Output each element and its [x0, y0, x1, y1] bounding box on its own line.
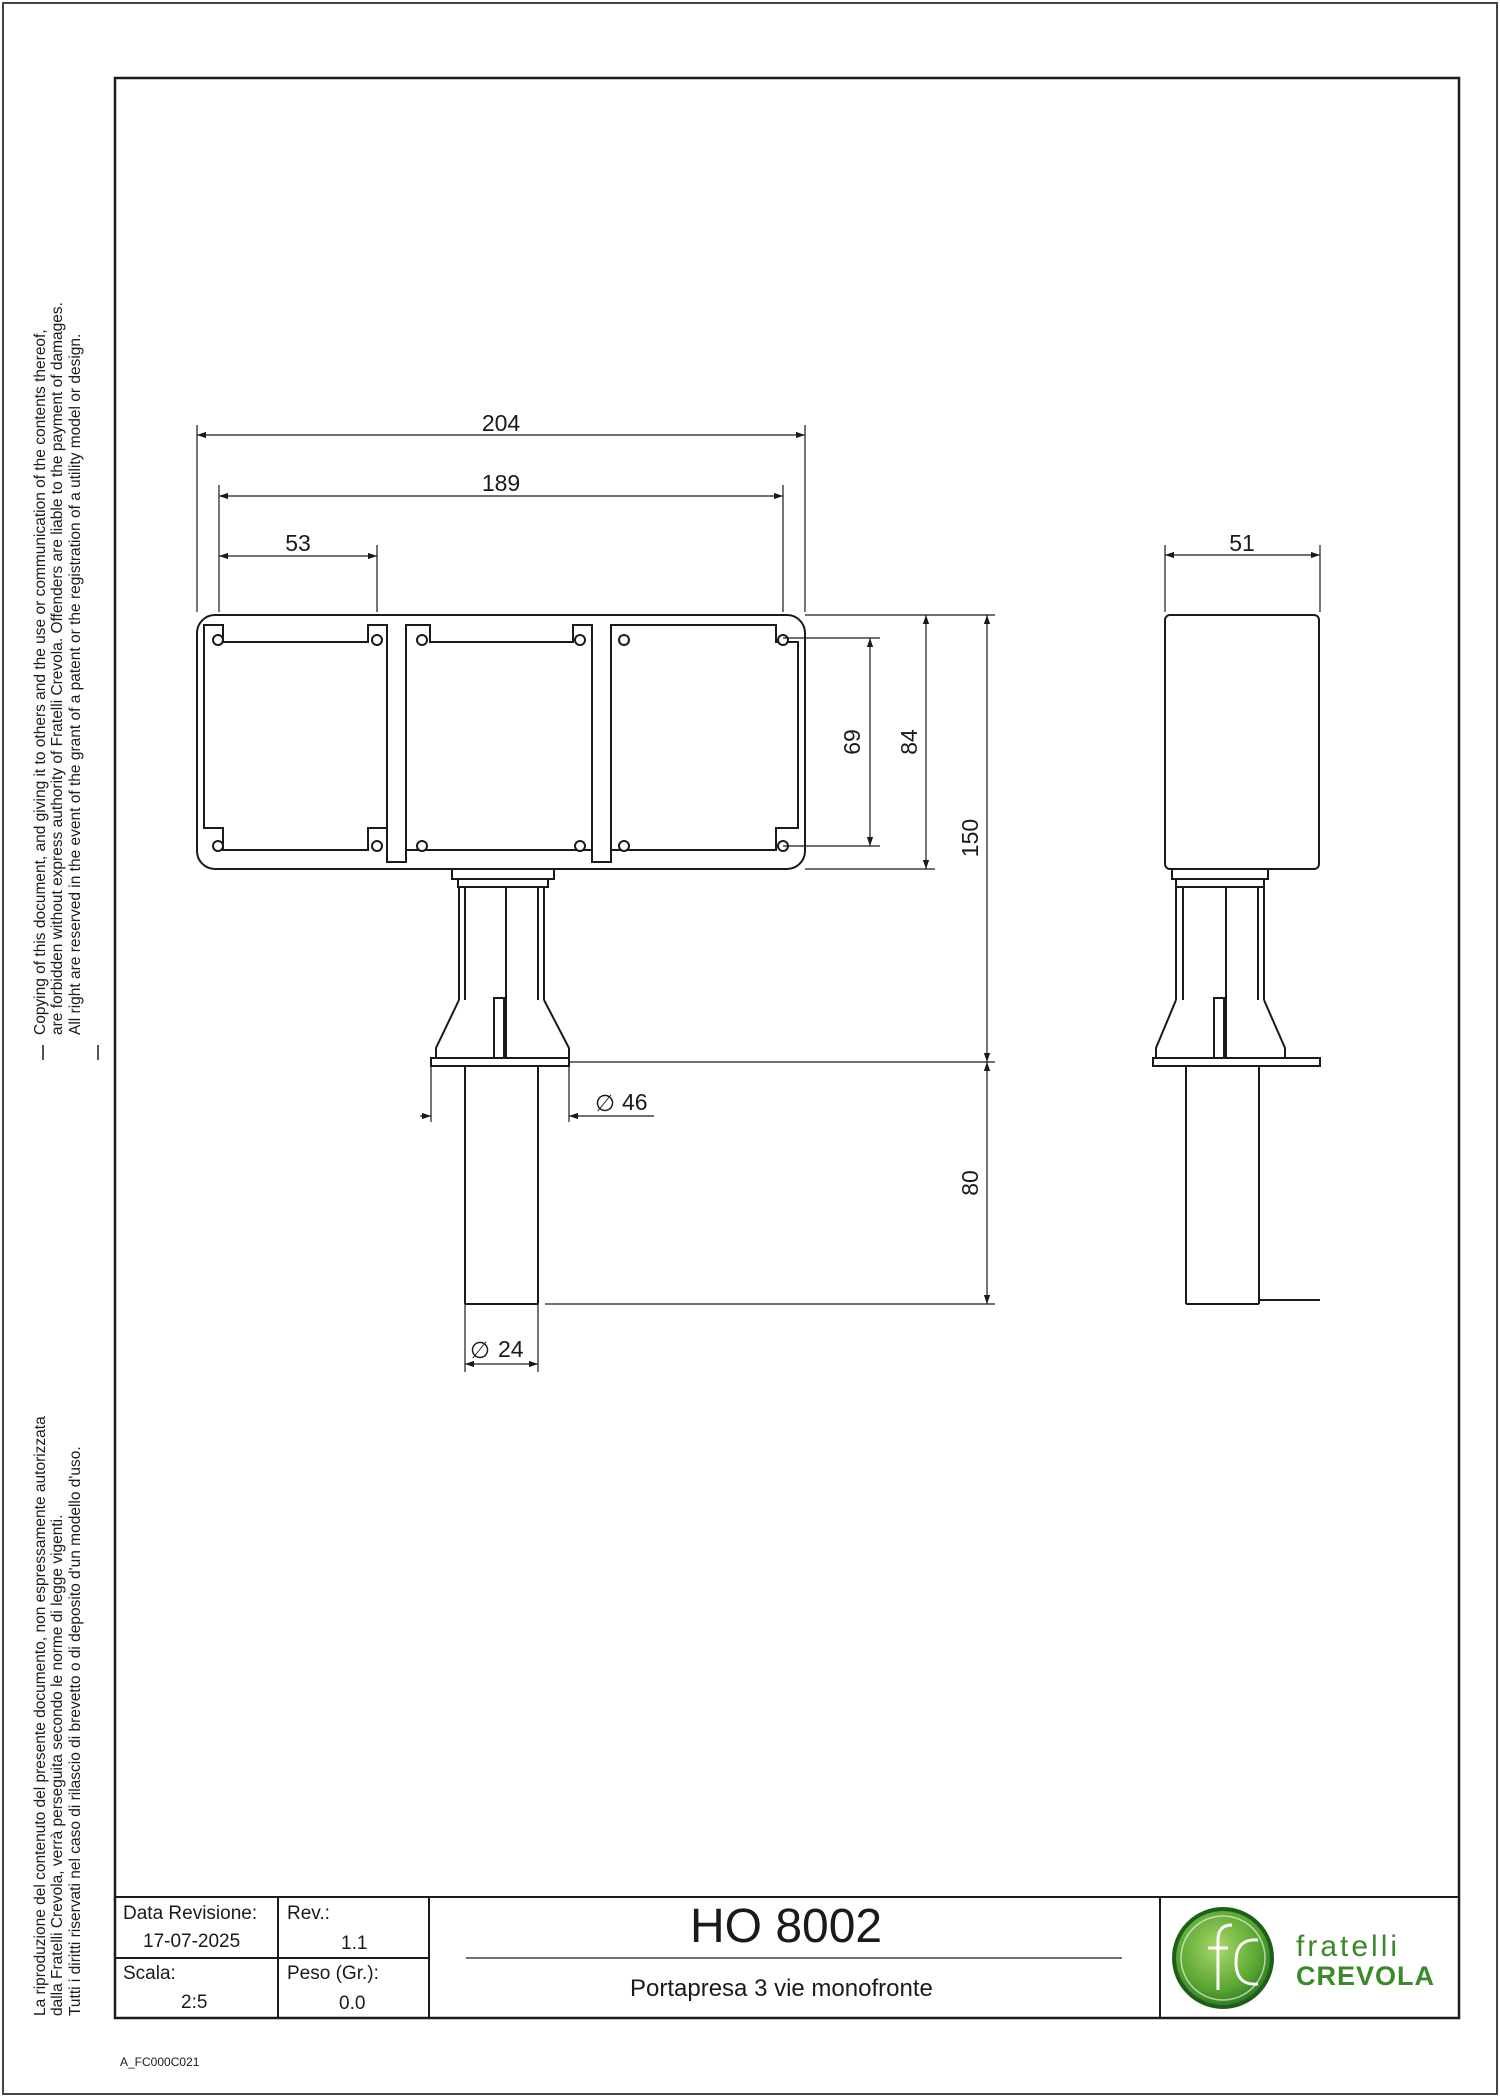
screw-hole	[619, 635, 629, 645]
screw-hole	[213, 841, 223, 851]
dim-pipe-length: 80	[957, 1170, 983, 1196]
front-module-3	[611, 625, 798, 850]
disclaimer-english	[32, 235, 84, 1035]
dim-inner-height: 69	[839, 729, 865, 755]
dim-total-width: 204	[481, 410, 521, 436]
screw-hole	[372, 841, 382, 851]
front-module-1	[204, 625, 387, 850]
dimension-lines	[197, 425, 1320, 1372]
outer-border	[3, 3, 1497, 2094]
drawing-frame	[115, 78, 1459, 2018]
screw-hole	[575, 635, 585, 645]
front-divider-1	[387, 625, 406, 862]
dim-module-width: 53	[285, 530, 311, 556]
screw-hole	[417, 635, 427, 645]
screw-hole	[417, 841, 427, 851]
screw-hole	[619, 841, 629, 851]
screw-hole	[778, 635, 788, 645]
dim-inner-width: 189	[481, 470, 521, 496]
dim-box-height: 84	[896, 729, 922, 755]
weight-label: Peso (Gr.):	[287, 1963, 379, 1984]
diameter-symbol: ∅	[470, 1337, 491, 1363]
front-module-2	[406, 625, 592, 850]
disclaimer-italian	[32, 1316, 84, 2016]
disclaimer-it-line-2: dalla Fratelli Crevola, verrà perseguita secondo le norme di legge vigenti.	[49, 1514, 67, 2016]
product-code: HO 8002	[690, 1900, 883, 1953]
screw-hole	[575, 841, 585, 851]
revision-date: 17-07-2025	[143, 1931, 241, 1952]
revision-date-label: Data Revisione:	[123, 1903, 258, 1924]
disclaimer-en-line-3: All right are reserved in the event of the grant of a patent or the registration of a utility model or design.	[66, 333, 84, 1035]
diameter-symbol: ∅	[595, 1090, 616, 1116]
front-view	[197, 615, 805, 869]
dim-pipe-diameter: 24	[498, 1336, 524, 1362]
rev-value: 1.1	[341, 1933, 368, 1954]
weight-value: 0.0	[339, 1993, 366, 2014]
side-view	[1153, 615, 1320, 1304]
screw-hole	[372, 635, 382, 645]
dim-base-diameter: 46	[622, 1089, 648, 1115]
front-stand	[431, 869, 569, 1304]
side-box-outline	[1165, 615, 1319, 869]
disclaimer-en-line-1: Copying of this document, and giving it to others and the use or communication of the contents thereof,	[32, 329, 49, 1035]
disclaimer-it-line-1: La riproduzione del contenuto del presente documento, non espressamente autorizzata	[32, 1416, 49, 2016]
disclaimer-en-line-2: are forbidden without express authority of Fratelli Crevola. Offenders are liable to the payment of damages.	[49, 302, 67, 1035]
document-code: A_FC000C021	[120, 2055, 200, 2069]
logo-word-fratelli: fratelli	[1296, 1930, 1401, 1963]
rev-label: Rev.:	[287, 1903, 330, 1924]
product-description: Portapresa 3 vie monofronte	[630, 1975, 933, 2002]
dim-total-height: 150	[957, 818, 983, 858]
front-divider-2	[592, 625, 611, 862]
disclaimer-it-line-3: Tutti i diritti riservati nel caso di rilascio di brevetto o di deposito d'un modello d'uso.	[66, 1446, 84, 2016]
logo-mark	[1174, 1909, 1272, 2007]
front-screw-holes	[213, 635, 788, 851]
scale-label: Scala:	[123, 1963, 176, 1984]
fratelli-crevola-logo	[1174, 1909, 1435, 2007]
front-box-outline	[197, 615, 805, 869]
screw-hole	[213, 635, 223, 645]
logo-word-crevola: CREVOLA	[1296, 1961, 1436, 1991]
scale-value: 2:5	[181, 1992, 208, 2013]
dim-side-depth: 51	[1229, 530, 1255, 556]
